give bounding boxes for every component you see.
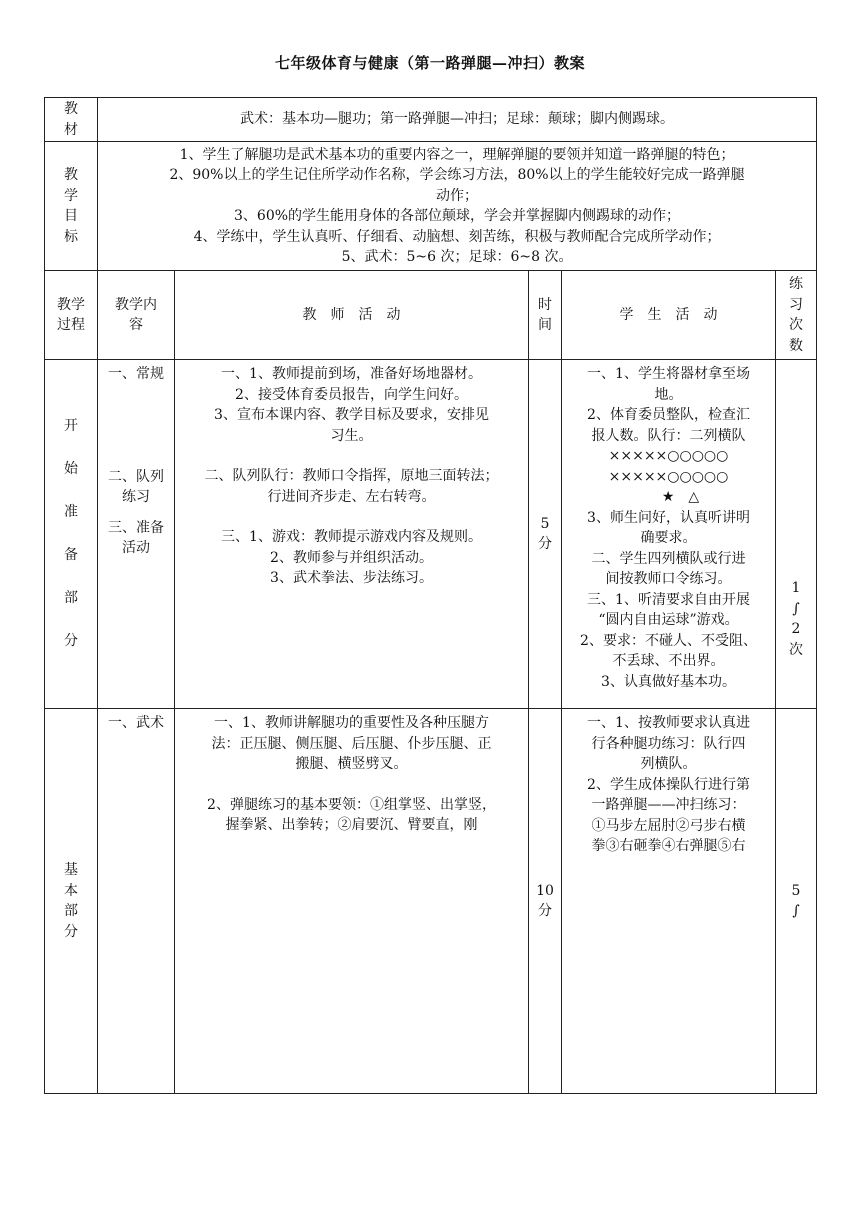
objectives-text: 1、学生了解腿功是武术基本功的重要内容之一，理解弹腿的要领并知道一路弹腿的特色； 2、90%以上的学生记住所学动作名称，学会练习方法，80%以上的学生能较好完成一路弹腿 动作； 3、60%的学生能用身体的各部位颠球，学会并掌握脚内侧踢球的动作； 4、学练中，学生认真听、仔细看、动脑想、刻苦练，积极与教师配合完成所学动作； 5、武术：5~6 次；足球：6~8 次。 (98, 142, 817, 271)
page-title: 七年级体育与健康（第一路弹腿—冲扫）教案 (274, 54, 585, 72)
column-header-row (45, 271, 817, 360)
section-basic (45, 709, 817, 1094)
section-basic-time: 10 分 (529, 709, 562, 1094)
header-teacher-activity: 教 师 活 动 (175, 271, 529, 360)
objectives-row (45, 142, 817, 271)
material-label: 教 材 (45, 98, 98, 142)
section-basic-student-activity: 一、1、按教师要求认真进 行各种腿功练习：队行四 列横队。 2、学生成体操队行进行第 一路弹腿——冲扫练习： ①马步左屈肘②弓步右横 拳③右砸拳④右弹腿⑤右 (562, 709, 776, 1094)
lesson-plan-table (44, 97, 817, 1094)
material-row (45, 98, 817, 142)
section-start-teacher-activity: 一、1、教师提前到场，准备好场地器材。 2、接受体育委员报告，向学生问好。 3、宣布本课内容、教学目标及要求，安排见 习生。 二、队列队行：教师口令指挥，原地三面转法； 行进间齐步走、左右转弯。 三、1、游戏：教师提示游戏内容及规则。 2、教师参与并组织活动。 3、武术拳法、步法练习。 (175, 360, 529, 709)
section-start-time: 5 分 (529, 360, 562, 709)
section-start-content: 一、常规 二、队列 练习 三、准备 活动 (98, 360, 175, 709)
section-start-reps: 1 ∫ 2 次 (776, 360, 817, 709)
objectives-label: 教 学 目 标 (45, 142, 98, 271)
formation-markers: ★ △ (661, 489, 700, 505)
section-basic-reps: 5 ∫ (776, 709, 817, 1094)
section-basic-teacher-activity: 一、1、教师讲解腿功的重要性及各种压腿方 法：正压腿、侧压腿、后压腿、仆步压腿、正 搬腿、横竖劈叉。 2、弹腿练习的基本要领：①组掌竖、出掌竖， 握拳紧、出拳转；②肩要沉、臂要直，刚 (175, 709, 529, 1094)
header-content: 教学内 容 (98, 271, 175, 360)
header-reps: 练 习 次 数 (776, 271, 817, 360)
section-start-prep (45, 360, 817, 709)
section-basic-label: 基 本 部 分 (45, 709, 98, 1094)
formation-row-2: ×××××○○○○○ (608, 468, 729, 485)
material-text: 武术：基本功—腿功；第一路弹腿—冲扫；足球：颠球；脚内侧踢球。 (98, 98, 817, 142)
formation-row-1: ×××××○○○○○ (608, 448, 729, 464)
section-start-label: 开 始 准 备 部 分 (45, 360, 98, 709)
header-process: 教学 过程 (45, 271, 98, 360)
section-basic-content: 一、武术 (98, 709, 175, 1094)
header-student-activity: 学 生 活 动 (562, 271, 776, 360)
section-start-student-activity: 一、1、学生将器材拿至场 地。 2、体育委员整队，检查汇 报人数。队行：二列横队 ×××××○○○○○ ×××××○○○○○ ★ △ 3、师生问好，认真听讲明 确要求。 二、学生四列横队或行进 间按教师口令练习。 三、1、听清要求自由开展 “圆内自由运球”游戏。 2、要求：不碰人、不受阻、 不丢球、不出界。 3、认真做好基本功。 (562, 360, 776, 709)
header-time: 时 间 (529, 271, 562, 360)
